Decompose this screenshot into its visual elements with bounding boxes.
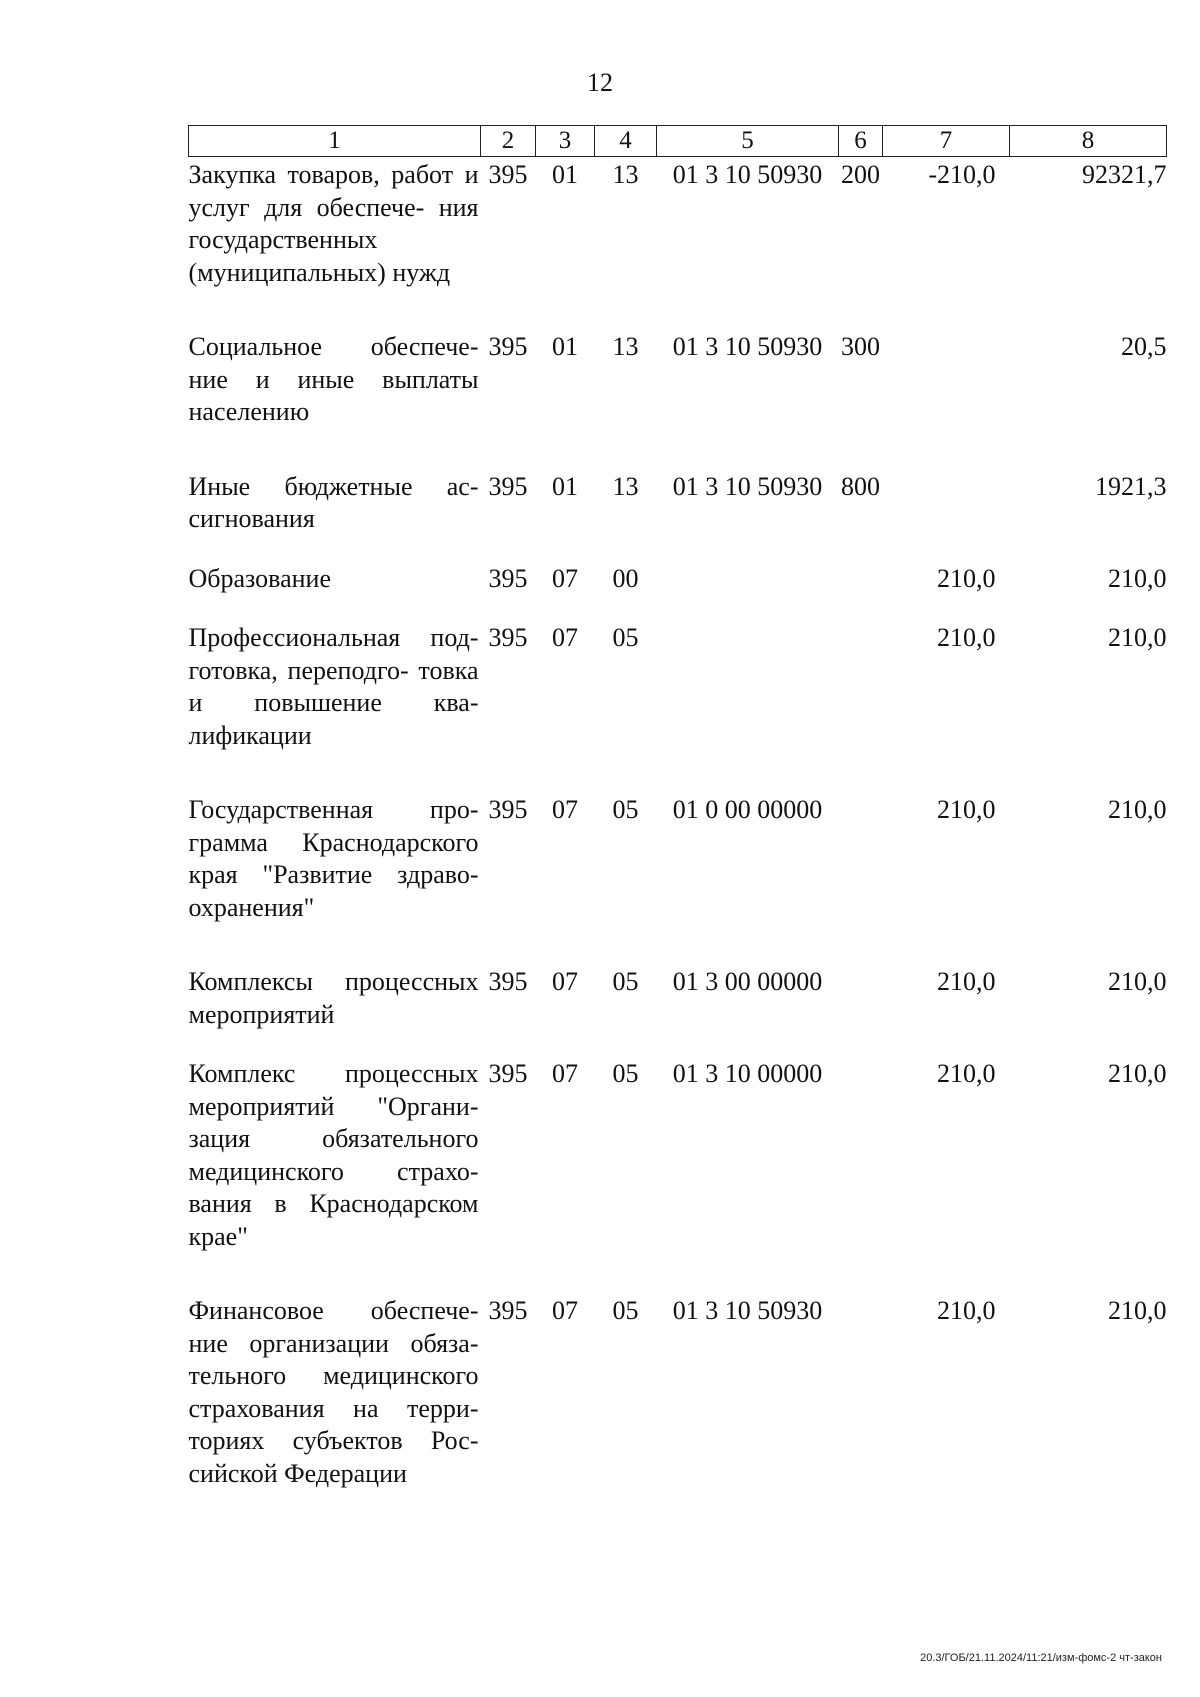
row-cell-7: 210,0 [937,967,996,996]
row-cell-3: 01 [552,332,578,361]
row-cell-6 [839,1058,883,1295]
row-cell-3: 01 [552,471,578,501]
row-cell-3: 07 [552,967,578,996]
row-name-cell: Профессиональная под- готовка, переподго- товка и повышение ква- лификации [188,623,479,750]
document-footer: 20.3/ГОБ/21.11.2024/11:21/изм-фомс-2 чт-закон [920,1652,1162,1664]
row-cell-7: 210,0 [937,1296,996,1325]
header-cell: 8 [1010,126,1167,157]
header-cell: 3 [536,126,595,157]
row-cell-6 [839,1295,883,1490]
row-cell-6: 300 [841,332,880,361]
table-body [189,157,1167,1491]
row-cell-3: 07 [552,623,578,652]
row-cell-4: 13 [612,160,639,189]
row-cell-4: 13 [612,471,639,501]
row-name-cell: Иные бюджетные ас- сигнования [188,471,479,533]
row-cell-4: 00 [612,563,639,593]
row-cell-7: -210,0 [928,160,996,189]
row-cell-2: 395 [488,1296,528,1325]
row-cell-5: 01 0 00 00000 [672,795,823,824]
row-cell-7: 210,0 [937,563,996,593]
table-row [189,622,1167,794]
row-cell-2: 395 [488,160,528,189]
row-cell-4: 05 [612,1059,639,1088]
row-name-cell: Комплексы процессных мероприятий [188,967,479,1029]
row-cell-6 [839,794,883,966]
row-cell-2: 395 [488,332,528,361]
table-row [189,966,1167,1058]
row-cell-8: 1921,3 [1095,471,1167,501]
row-name-cell: Государственная про- грамма Краснодарского края "Развитие здраво- охранения" [188,795,479,922]
table-row [189,157,1167,332]
row-cell-3: 07 [552,1296,578,1325]
row-cell-3: 07 [552,795,578,824]
row-cell-4: 05 [612,795,639,824]
row-cell-5: 01 3 10 50930 [672,471,823,501]
row-cell-8: 210,0 [1108,623,1167,652]
row-cell-7 [883,471,1010,563]
row-cell-5: 01 3 10 50930 [672,160,823,189]
row-cell-4: 05 [612,1296,639,1325]
row-cell-6 [839,966,883,1058]
row-cell-7 [883,331,1010,471]
row-cell-2: 395 [488,1059,528,1088]
row-name-cell: Социальное обеспече- ние и иные выплаты населению [188,332,479,426]
row-cell-7: 210,0 [937,795,996,824]
row-cell-6 [839,563,883,623]
table-row [189,1058,1167,1295]
row-cell-8: 20,5 [1121,332,1167,361]
row-cell-8: 210,0 [1108,795,1167,824]
row-cell-7: 210,0 [937,1059,996,1088]
row-cell-3: 07 [552,563,578,593]
row-name-cell: Комплекс процессных мероприятий "Органи- зация обязательного медицинского страхо- вания в Краснодарском крае" [188,1059,479,1251]
header-row [189,126,1167,157]
row-cell-7: 210,0 [937,623,996,652]
row-cell-5: 01 3 10 00000 [672,1059,823,1088]
table-row [189,794,1167,966]
row-cell-2: 395 [488,471,528,501]
row-name-cell: Закупка товаров, работ и услуг для обеспече- ния государственных (муниципальных) нужд [188,160,479,287]
table-row [189,471,1167,563]
row-name-cell: Финансовое обеспече- ние организации обяза- тельного медицинского страхования на терри- ториях субъектов Рос- сийской Федерации [188,1296,479,1488]
row-cell-3: 01 [552,160,578,189]
row-cell-2: 395 [488,623,528,652]
row-cell-2: 395 [488,563,528,593]
row-cell-8: 210,0 [1108,563,1167,593]
header-cell: 7 [883,126,1010,157]
row-cell-6: 200 [841,160,880,189]
table-row [189,563,1167,623]
page-number: 12 [587,68,613,97]
row-cell-4: 05 [612,967,639,996]
row-cell-4: 05 [612,623,639,652]
table-header [189,126,1167,157]
table-row [189,1295,1167,1490]
header-cell: 4 [595,126,657,157]
row-cell-2: 395 [488,967,528,996]
row-cell-5: 01 3 10 50930 [672,1296,823,1325]
table-row [189,331,1167,471]
row-cell-5: 01 3 10 50930 [672,332,823,361]
row-cell-5: 01 3 00 00000 [672,967,823,996]
header-cell: 2 [481,126,536,157]
header-cell: 5 [657,126,839,157]
row-name-cell: Образование [188,563,332,593]
header-cell: 1 [189,126,481,157]
row-cell-4: 13 [612,332,639,361]
budget-table [188,125,1167,1490]
row-cell-8: 210,0 [1108,1059,1167,1088]
row-cell-2: 395 [488,795,528,824]
row-cell-6: 800 [841,471,880,501]
header-cell: 6 [839,126,883,157]
row-cell-6 [839,622,883,794]
row-cell-5 [657,563,839,623]
row-cell-5 [657,622,839,794]
row-cell-8: 210,0 [1108,967,1167,996]
row-cell-8: 92321,7 [1082,160,1167,189]
row-cell-8: 210,0 [1108,1296,1167,1325]
row-cell-3: 07 [552,1059,578,1088]
